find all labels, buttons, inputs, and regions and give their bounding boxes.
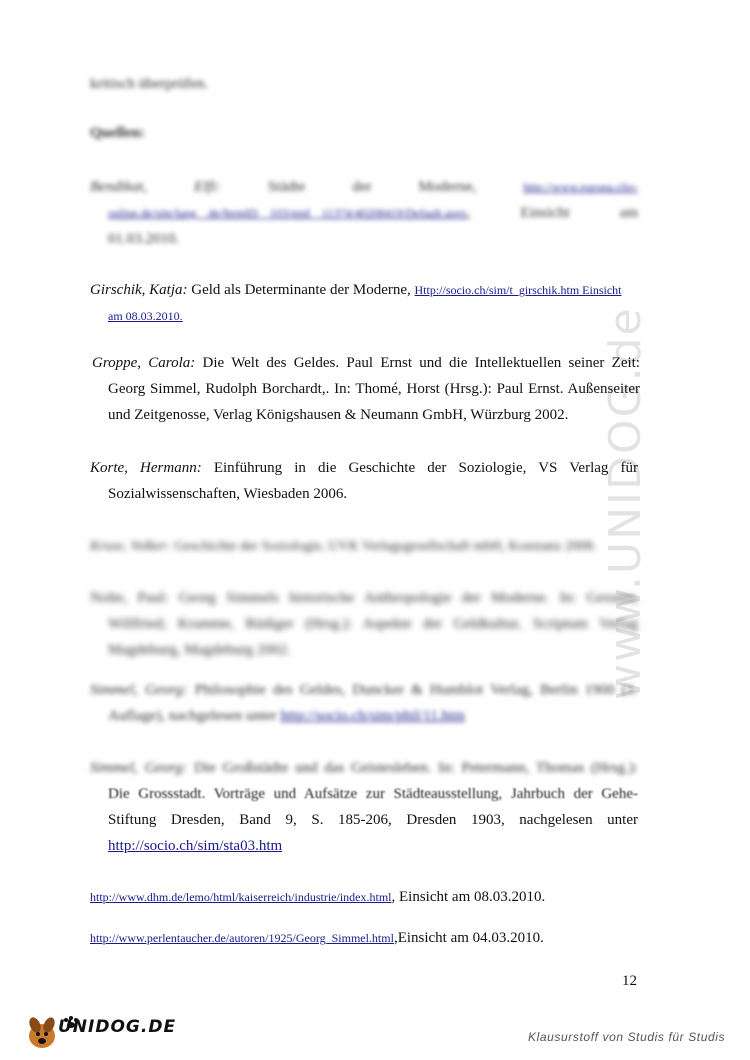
entry-author: Korte, Hermann: [90,460,202,476]
entry-text-continued: , Einsicht am [466,205,638,221]
entry-text: Geschichte der Soziologie, UVK Verlagsgesellschaft mbH, Konstanz 2008. [174,539,597,554]
web-source-link[interactable]: http://www.perlentaucher.de/autoren/1925/Georg_Simmel.html [90,931,394,945]
entry-link[interactable]: http://www.europa.clio- [523,180,639,194]
web-source-perlentaucher [90,931,544,946]
entry-text: Die Welt des Geldes. Paul Ernst und die Intellektuellen seiner Zeit: [202,355,640,371]
entry-date: 01.03.2010. [108,231,180,247]
entry-link-continued[interactable]: am 08.03.2010. [108,309,183,323]
entry-text: Städte der Moderne, [267,179,477,195]
source-entry-simmel-philosophie [90,677,638,729]
entry-author: Simmel, Georg: [90,760,188,776]
web-source-dhm [90,890,545,905]
source-entry-simmel-grossstaedte [90,755,638,859]
web-source-link[interactable]: http://www.dhm.de/lemo/html/kaiserreich/industrie/index.html [90,890,392,904]
entry-author: Kruse, Volker: [90,539,171,554]
entry-author: Bendikat, Elfi: [90,179,221,195]
entry-text-line2: Die Grossstadt. Vorträge und Aufsätze zur Städteausstellung, Jahrbuch der Gehe- [108,786,638,802]
entry-text-line2: Auflage), nachgelesen unter [108,708,277,724]
entry-link[interactable]: Http://socio.ch/sim/t_girschik.htm Einsicht [414,283,622,297]
page-number: 12 [622,973,637,989]
entry-link[interactable]: http://socio.ch/sim/phil/11.htm [280,708,465,724]
entry-text-line2: Sozialwissenschaften, Wiesbaden 2006. [108,486,348,502]
entry-text: Georg Simmels historische Anthropologie der Moderne. In: Gessner, [178,590,638,606]
source-entry-kruse [90,534,638,560]
source-entry-nolte [90,585,638,663]
entry-text: Einführung in die Geschichte der Soziologie, VS Verlag für [213,460,638,476]
entry-author: Simmel, Georg: [90,682,188,698]
source-entry-groppe [92,350,640,428]
entry-text-line2: Georg Simmel, Rudolph Borchardt,. In: Thomé, Horst (Hrsg.): Paul Ernst. Außenseiter [108,381,640,397]
entry-text: Die Großstädte und das Geistesleben. In: Petermann, Thomas (Hrsg.): [194,760,638,776]
entry-text-line3: und Zeitgenosse, Verlag Königshausen & Neumann GmbH, Würzburg 2002. [108,407,569,423]
web-source-date: ,Einsicht am 04.03.2010. [393,930,544,946]
entry-author: Girschik, Katja: [90,282,188,298]
watermark: www.UNIDOG.de [600,306,651,700]
entry-link[interactable]: http://socio.ch/sim/sta03.htm [108,838,283,854]
entry-link-continued[interactable]: online.de/site/lang__de/ItemID__103/mid__11374/40208419/Default.aspx [108,206,467,220]
entry-text-line3: Stiftung Dresden, Band 9, S. 185-206, Dresden 1903, nachgelesen unter [108,812,638,828]
sources-heading: Quellen: [90,125,145,141]
entry-text-line3: Magdeburg, Magdeburg 2002. [108,642,291,658]
entry-author: Groppe, Carola: [92,355,196,371]
entry-text-line2: Willfried; Kramme, Rüdiger (Hrsg.): Aspekte der Geldkultur, Scriptum Verlag [108,616,638,632]
source-entry-bendikat [90,174,638,252]
source-entry-girschik [90,277,638,329]
web-source-date: , Einsicht am 08.03.2010. [391,889,546,905]
source-entry-korte [90,455,638,507]
logo-text: UNIDOG.DE [58,1017,177,1037]
entry-author: Nolte, Paul: [90,590,169,606]
footer-slogan: Klausurstoff von Studis für Studis [528,1030,726,1044]
entry-text: Geld als Determinante der Moderne, [191,282,411,298]
intro-line: kritisch überprüfen. [90,76,209,92]
entry-text: Philosophie des Geldes, Duncker & Humblot Verlag, Berlin 1900 (1. [194,682,639,698]
